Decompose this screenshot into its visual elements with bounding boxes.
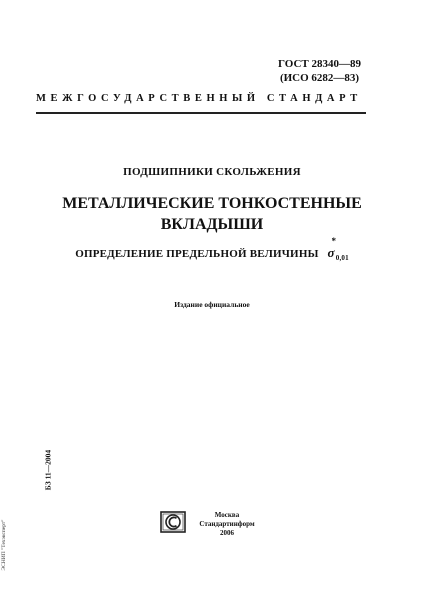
sigma-superscript: *	[331, 236, 337, 246]
side-code	[43, 440, 53, 500]
iso-number: (ИСО 6282—83)	[279, 72, 360, 84]
publisher-name: Стандартинформ	[199, 520, 255, 528]
interstate-standard-heading: МЕЖГОСУДАРСТВЕННЫЙ СТАНДАРТ	[36, 93, 362, 104]
gost-number-block	[278, 57, 361, 85]
publisher-block	[190, 511, 264, 538]
sigma-symbol	[327, 236, 349, 262]
side-code-text: БЗ 11—2004	[43, 449, 53, 491]
stamp-text: ЭСНИП "Техэксперт"	[1, 519, 7, 571]
document-designation	[0, 236, 424, 262]
title-line-2: ВКЛАДЫШИ	[160, 216, 264, 233]
designation-text: ОПРЕДЕЛЕНИЕ ПРЕДЕЛЬНОЙ ВЕЛИЧИНЫ	[75, 248, 319, 260]
sigma-subscript: 0,01	[335, 254, 349, 262]
sigma-letter: σ	[327, 245, 335, 260]
gost-number: ГОСТ 28340—89	[278, 58, 361, 70]
publisher-year: 2006	[220, 529, 234, 537]
standartinform-logo-icon	[160, 511, 186, 533]
copyright-stamp	[0, 505, 8, 585]
title-line-1: МЕТАЛЛИЧЕСКИЕ ТОНКОСТЕННЫЕ	[62, 195, 362, 212]
document-title	[0, 193, 424, 235]
edition-note: Издание официальное	[174, 300, 250, 309]
publisher-city: Москва	[214, 511, 240, 519]
document-subject: ПОДШИПНИКИ СКОЛЬЖЕНИЯ	[123, 166, 301, 178]
header-rule	[36, 112, 366, 114]
